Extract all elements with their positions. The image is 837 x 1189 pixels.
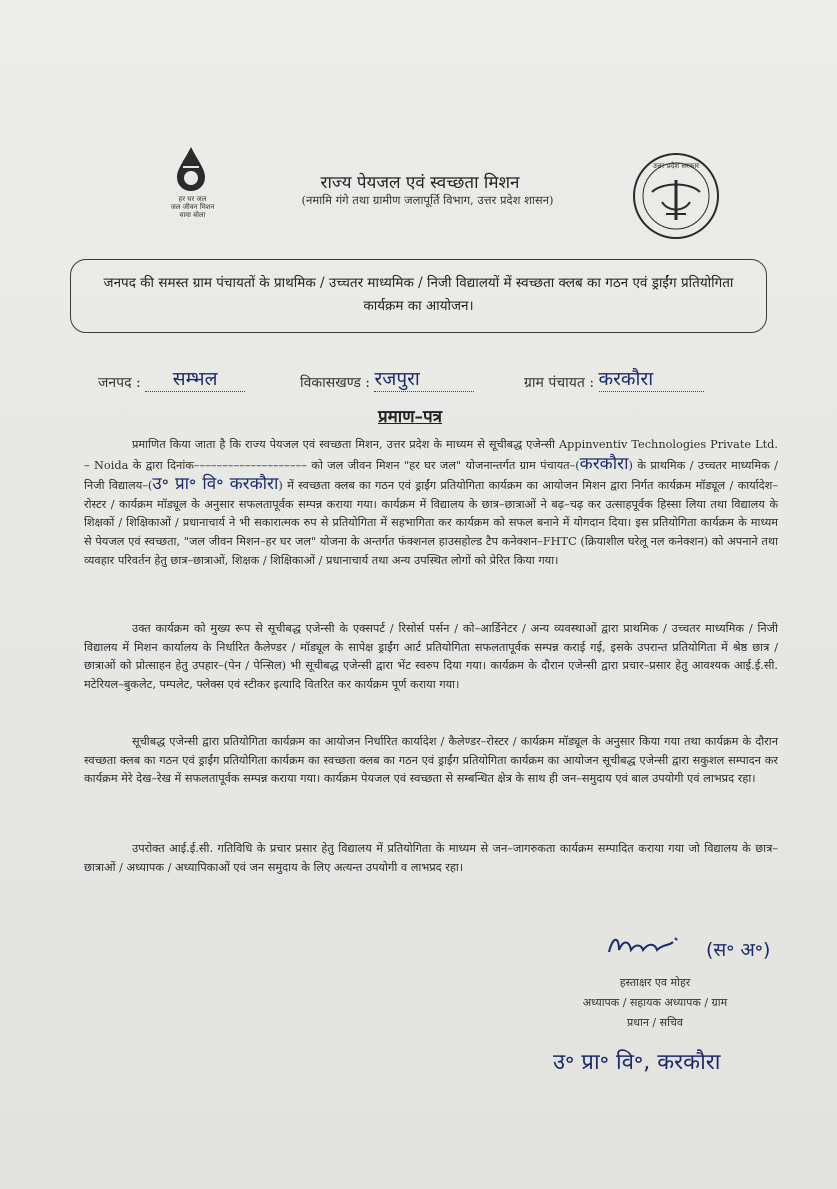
paragraph-3: [84, 733, 778, 789]
mission-title: राज्य पेयजल एवं स्वच्छता मिशन: [320, 173, 520, 193]
district-field: [98, 365, 245, 392]
signature-block: [555, 973, 755, 1033]
district-value: सम्भल: [172, 368, 218, 390]
paragraph-2: [84, 620, 778, 694]
subject-box: [70, 259, 767, 333]
block-label: विकासखण्ड :: [300, 375, 371, 391]
seal-text: उत्तर प्रदेश सरकार: [652, 162, 700, 170]
p4-text: उपरोक्त आई.ई.सी. गतिविधि के प्रचार प्रसार हेतु विद्यालय में प्रतियोगिता के माध्यम से जन–जागरुकता कार्यक्रम सम्पादित कराया गया जो विद्यालय के छात्र–छात्राओं / अध्यापक / अध्यापिकाओं एवं जन समुदाय के लिए अत्यन्त उपयोगी व लाभप्रद रहा।: [84, 842, 778, 874]
signature-designation: (स॰ अ॰): [706, 939, 771, 961]
certificate-title: प्रमाण–पत्र: [377, 407, 443, 427]
panchayat-field: [524, 365, 704, 392]
p1-handwritten-school: उ॰ प्रा॰ वि॰ करकौरा: [152, 474, 279, 495]
paragraph-1: [84, 436, 778, 570]
subject-text: जनपद की समस्त ग्राम पंचायतों के प्राथमिक / उच्चतर माध्यमिक / निजी विद्यालयों में स्वच्छता क्लब का गठन एवं ड्राईंग प्रतियोगिता कार्यक्रम का आयोजन।: [103, 275, 734, 314]
panchayat-label: ग्राम पंचायत :: [524, 375, 595, 391]
signature-line-3: प्रधान / सचिव: [626, 1016, 684, 1029]
school-stamp: उ॰ प्रा॰ वि॰, करकौरा: [553, 1050, 721, 1075]
logo-caption: हर घर जल जल जीवन मिशन वावा बोला: [170, 195, 215, 219]
paragraph-4: [84, 840, 778, 877]
p1-handwritten-panchayat: करकौरा: [579, 453, 629, 474]
mission-subtitle: (नमामि गंगे तथा ग्रामीण जलापूर्ति विभाग, उत्तर प्रदेश शासन): [301, 193, 554, 207]
p1-text-c: ) में स्वच्छता क्लब का गठन एवं ड्राईंग प्रतियोगिता कार्यक्रम का आयोजन मिशन द्वारा निर्गत कार्यक्रम मॉड्यूल / कार्यादेश–रोस्टर / कार्यक्रम मॉड्यूल के अनुसार सफलतापूर्वक सम्पन्न कराया गया। कार्यक्रम में विद्यालय के छात्र–छात्राओं ने बढ़–चढ़ कर उत्साहपूर्वक हिस्सा लिया तथा विद्यालय के शिक्षकों / शिक्षिकाओं / प्रधानाचार्य ने भी सकारात्मक रुप से प्रतियोगिता में सहभागिता कर कार्यक्रम को सफल बनाने में योगदान दिया। इस प्रतियोगिता कार्यक्रम के माध्यम से पेयजल एवं स्वच्छता, "जल जीवन मिशन–हर घर जल" योजना के अन्तर्गत फंक्शनल हाउसहोल्ड टैप कनेक्शन–FHTC (क्रियाशील घरेलू नल कनेक्शन) को अपनाने तथा व्यवहार परिवर्तन हेतु छात्र–छात्राओं, शिक्षक / शिक्षिकाओं / प्रधानाचार्य तथा अन्य उपस्थित लोगों को प्रेरित किया गया।: [84, 479, 779, 567]
water-drop-icon: [174, 145, 208, 193]
block-value: रजपुरा: [374, 368, 420, 390]
p1-text-a: प्रमाणित किया जाता है कि राज्य पेयजल एवं स्वच्छता मिशन, उत्तर प्रदेश के माध्यम से सूचीबद्ध एजेन्सी Appinventiv Technologies Private Ltd. – Noida के द्वारा दिनांक–––––––––––––––––––– को जल जीवन मिशन "हर घर जल" योजनान्तर्गत ग्राम पंचायत–(: [84, 438, 778, 472]
p2-text: उक्त कार्यक्रम को मुख्य रूप से सूचीबद्ध एजेन्सी के एक्सपर्ट / रिसोर्स पर्सन / को–आर्डिनेटर / अन्य व्यवस्थाओं द्वारा प्राथमिक / उच्चतर माध्यमिक / निजी विद्यालय में मिशन कार्यालय के निर्धारित कैलेण्डर / मॉड्यूल के सापेक्ष ड्राईंग आर्ट प्रतियोगिता सफलतापूर्वक सम्पन्न कराई गई, इसके उपरान्त प्रतियोगिता में श्रेष्ठ छात्र / छात्राओं को प्रोत्साहन हेतु उपहार–(पेन / पेन्सिल) भी सूचीबद्ध एजेन्सी द्वारा भेंट स्वरुप दिया गया। कार्यक्रम के दौरान एजेन्सी द्वारा प्रचार–प्रसार हेतु आवश्यक आई.ई.सी. मटेरियल–बुकलेट, पम्पलेट, फ्लेक्स एवं स्टीकर इत्यादि वितरित कर कार्यक्रम पूर्ण कराया गया।: [84, 622, 778, 691]
district-label: जनपद :: [98, 375, 141, 391]
har-ghar-jal-logo: [160, 145, 225, 230]
block-field: [300, 365, 474, 392]
panchayat-value: करकौरा: [598, 368, 654, 390]
p3-text: सूचीबद्ध एजेन्सी द्वारा प्रतियोगिता कार्यक्रम का आयोजन निर्धारित कार्यादेश / कैलेण्डर–रोस्टर / कार्यक्रम मॉड्यूल के अनुसार किया गया तथा कार्यक्रम के दौरान स्वच्छता क्लब का गठन एवं ड्राईंग प्रतियोगिता कार्यक्रम का स्वच्छता क्लब का गठन एवं ड्राईंग प्रतियोगिता कार्यक्रम का आयोजन सूचीबद्ध एजेन्सी द्वारा सकुशल सम्पादन कर कार्यक्रम मेरे देख–रेख में सफलतापूर्वक सम्पन्न कराया गया। कार्यक्रम पेयजल एवं स्वच्छता से सम्बन्धित क्षेत्र के साथ ही जन–समुदाय एवं बाल उपयोगी एवं लाभप्रद रहा।: [84, 735, 778, 786]
up-government-seal: [632, 152, 720, 240]
signature-scribble: [605, 930, 685, 960]
signature-line-2: अध्यापक / सहायक अध्यापक / ग्राम: [582, 996, 728, 1009]
p1-text-b: ) के प्राथमिक / उच्चतर माध्यमिक / निजी विद्यालय–(: [84, 458, 778, 493]
signature-line-1: हस्ताक्षर एव मोहर: [619, 976, 691, 989]
